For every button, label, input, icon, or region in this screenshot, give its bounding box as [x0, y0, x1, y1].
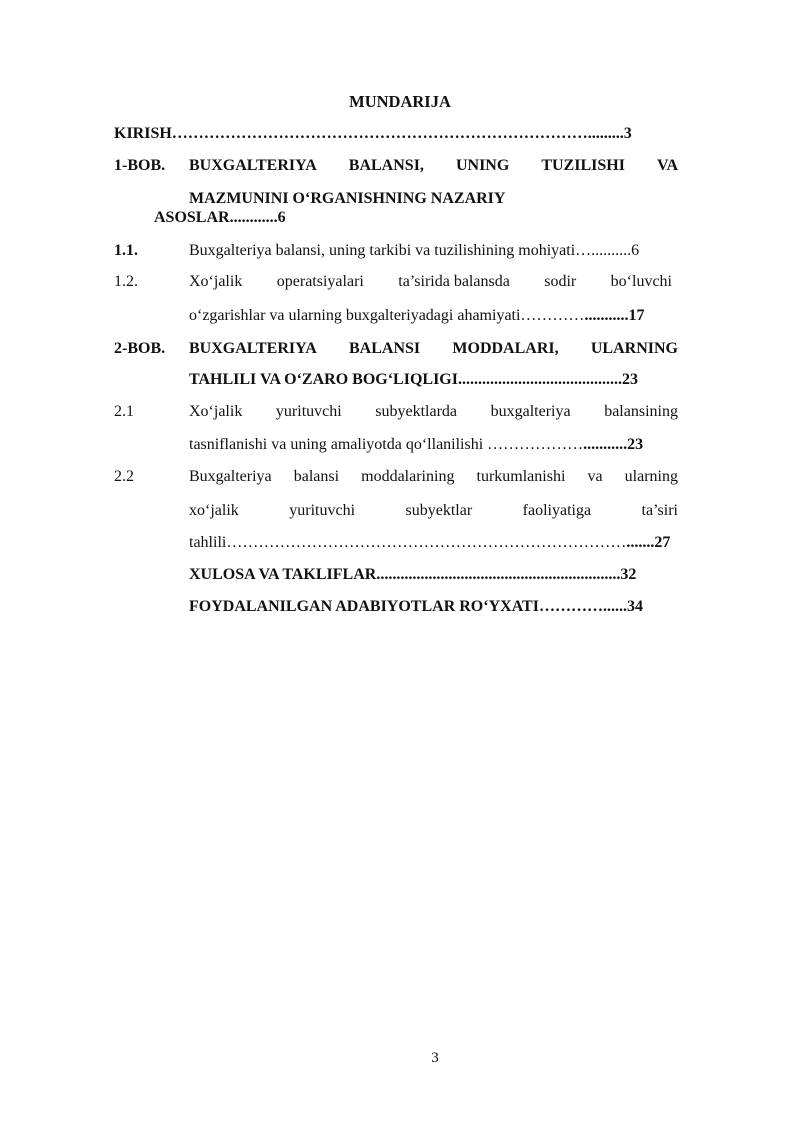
word: va	[587, 468, 603, 485]
section-2-2-page: .......27	[626, 534, 671, 551]
section-1-2-title-line1	[189, 272, 672, 292]
word: sodir	[544, 273, 577, 290]
section-1-2-text: o‘zgarishlar va ularning buxgalteriyadagi ahamiyati…………	[189, 307, 585, 324]
word: UNING	[455, 157, 510, 174]
toc-entry-kirish: KIRISH…………………………………………………………………….........3	[114, 125, 632, 142]
word: bo‘luvchi	[610, 273, 672, 290]
section-1-1-title: Buxgalteriya balansi, uning tarkibi va tuzilishining mohiyati…..........6	[189, 242, 640, 259]
word: BUXGALTERIYA	[189, 157, 317, 174]
toc-entry-references: FOYDALANILGAN ADABIYOTLAR RO‘YXATI…………......34	[189, 598, 643, 615]
chapter-1-title-line1	[189, 156, 678, 176]
word: yurituvchi	[289, 502, 356, 519]
word: ta’siri	[641, 502, 678, 519]
section-2-2-number: 2.2	[114, 468, 134, 485]
section-2-1-text: tasniflanishi va uning amaliyotda qo‘llanilishi ………………	[189, 436, 584, 453]
section-2-2-title-line3	[189, 533, 670, 553]
chapter-1-title-line3: ASOSLAR............6	[154, 209, 286, 226]
word: BALANSI	[349, 340, 421, 357]
word: BALANSI,	[348, 157, 424, 174]
section-2-1-page: ...........23	[583, 436, 644, 453]
word: Buxgalteriya	[189, 468, 272, 485]
chapter-2-title-line2: TAHLILI VA O‘ZARO BOG‘LIQLIGI.........................................23	[189, 371, 638, 388]
word: moddalarining	[361, 468, 455, 485]
chapter-2-number: 2-BOB.	[114, 340, 166, 357]
word: BUXGALTERIYA	[189, 340, 317, 357]
word: turkumlanishi	[476, 468, 566, 485]
chapter-1-title-line2: MAZMUNINI O‘RGANISHNING NAZARIY	[189, 190, 506, 207]
section-1-1-number: 1.1.	[114, 242, 138, 259]
word: VA	[656, 157, 678, 174]
word: subyektlarda	[375, 403, 458, 420]
word: buxgalteriya	[490, 403, 571, 420]
word: Xo‘jalik	[189, 403, 243, 420]
word: ta’sirida balansda	[398, 273, 510, 290]
section-1-2-number: 1.2.	[114, 273, 138, 290]
section-2-2-title-line2	[189, 501, 678, 521]
toc-entry-xulosa: XULOSA VA TAKLIFLAR.............................................................32	[189, 566, 637, 583]
word: MODDALARI,	[452, 340, 559, 357]
word: TUZILISHI	[541, 157, 625, 174]
word: balansining	[604, 403, 678, 420]
section-2-1-number: 2.1	[114, 403, 134, 420]
page-number: 3	[431, 1050, 439, 1066]
section-2-2-title-line1	[189, 467, 678, 487]
section-2-1-title-line1	[189, 402, 678, 422]
word: subyektlar	[405, 502, 473, 519]
word: yurituvchi	[275, 403, 342, 420]
chapter-2-title-line1	[189, 339, 678, 359]
word: Xo‘jalik	[189, 273, 243, 290]
section-1-2-title-line2	[189, 306, 644, 326]
section-2-2-text: tahlili…………………………………………………………………	[189, 534, 627, 551]
word: faoliyatiga	[522, 502, 592, 519]
section-2-1-title-line2	[189, 435, 643, 455]
word: xo‘jalik	[189, 502, 239, 519]
toc-title: MUNDARIJA	[349, 92, 451, 111]
chapter-1-number: 1-BOB.	[114, 157, 166, 174]
word: balansi	[293, 468, 340, 485]
word: ULARNING	[590, 340, 678, 357]
word: operatsiyalari	[276, 273, 364, 290]
word: ularning	[624, 468, 678, 485]
section-1-2-page: ...........17	[584, 307, 645, 324]
